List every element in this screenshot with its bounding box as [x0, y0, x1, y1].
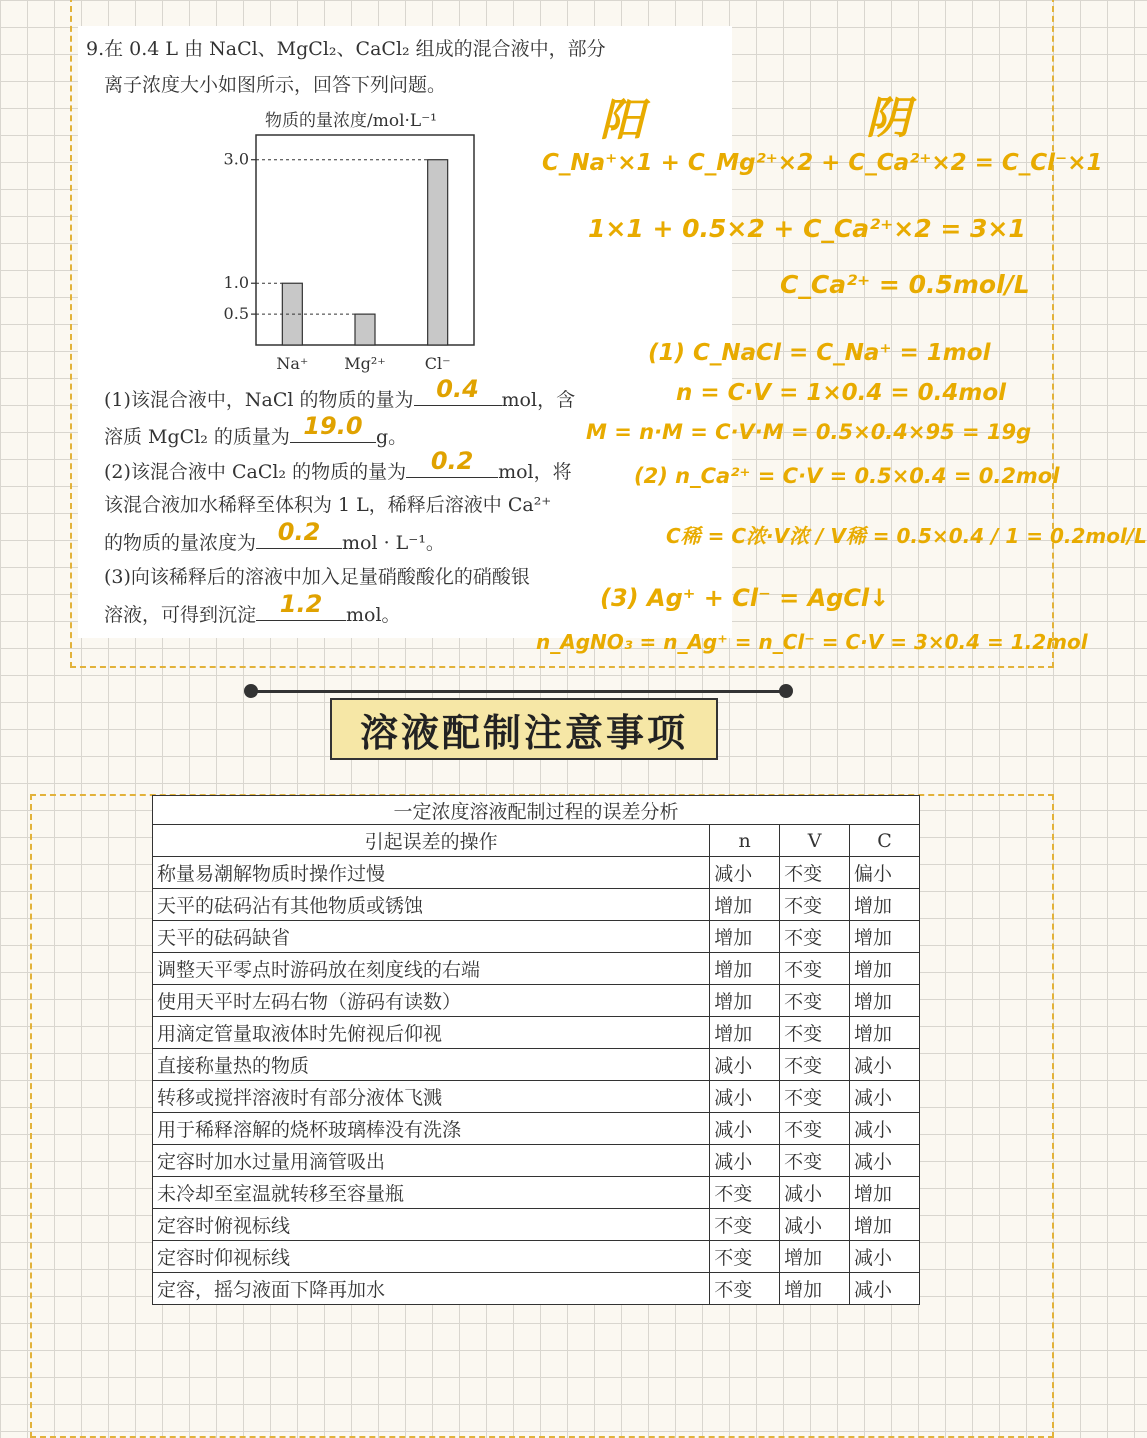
- note-substitution: 1×1 + 0.5×2 + C_Ca²⁺×2 = 3×1: [588, 214, 1026, 243]
- operation-cell: 用滴定管量取液体时先俯视后仰视: [153, 1017, 710, 1049]
- y-tick-label: 3.0: [223, 149, 249, 169]
- error-analysis-table: [152, 795, 920, 1305]
- question-text: 9.在 0.4 L 由 NaCl、MgCl₂、CaCl₂ 组成的混合液中，部分: [86, 38, 606, 60]
- question-line-2: 离子浓度大小如图所示，回答下列问题。: [104, 74, 447, 96]
- q3-line-b: 溶液，可得到沉淀 1.2 mol。: [104, 590, 401, 626]
- y-tick-label: 1.0: [223, 273, 249, 293]
- table-caption-row: [153, 796, 920, 825]
- question-line-1: [86, 34, 606, 61]
- n-cell: 不变: [710, 1241, 780, 1273]
- operation-cell: 称量易潮解物质时操作过慢: [153, 857, 710, 889]
- operation-cell: 未冷却至室温就转移至容量瓶: [153, 1177, 710, 1209]
- category-label: Mg²⁺: [344, 354, 386, 373]
- y-tick-label: 0.5: [223, 304, 249, 324]
- answer-blank-nacl-mol: 0.4: [414, 383, 502, 406]
- note-ca-result: C_Ca²⁺ = 0.5mol/L: [780, 270, 1030, 299]
- c-cell: 增加: [850, 1177, 920, 1209]
- table-row: [153, 1241, 920, 1273]
- operation-cell: 定容时加水过量用滴管吸出: [153, 1145, 710, 1177]
- v-cell: 不变: [780, 1081, 850, 1113]
- q2-line-c: 的物质的量浓度为 0.2 mol · L⁻¹。: [104, 518, 445, 554]
- note-yang: 阳: [600, 95, 644, 146]
- bar-2: [428, 160, 448, 345]
- note-q2-dilution: C稀 = C浓·V浓 / V稀 = 0.5×0.4 / 1 = 0.2mol/L: [666, 524, 1147, 548]
- section-title: 溶液配制注意事项: [330, 698, 718, 760]
- operation-cell: 定容时仰视标线: [153, 1241, 710, 1273]
- v-cell: 减小: [780, 1177, 850, 1209]
- answer-blank-precipitate: 1.2: [256, 598, 346, 621]
- n-cell: 增加: [710, 953, 780, 985]
- v-cell: 减小: [780, 1209, 850, 1241]
- table-row: [153, 953, 920, 985]
- operation-cell: 天平的砝码缺省: [153, 921, 710, 953]
- n-cell: 减小: [710, 1049, 780, 1081]
- ion-concentration-chart: [200, 100, 490, 380]
- table-row: [153, 985, 920, 1017]
- operation-cell: 调整天平零点时游码放在刻度线的右端: [153, 953, 710, 985]
- bar-1: [355, 314, 375, 345]
- v-cell: 增加: [780, 1241, 850, 1273]
- answer-blank-cacl2-mol: 0.2: [406, 455, 498, 478]
- n-cell: 减小: [710, 1081, 780, 1113]
- c-cell: 减小: [850, 1049, 920, 1081]
- v-cell: 不变: [780, 921, 850, 953]
- table-row: [153, 1017, 920, 1049]
- operation-cell: 使用天平时左码右物（游码有读数）: [153, 985, 710, 1017]
- table-row: [153, 1209, 920, 1241]
- c-cell: 增加: [850, 985, 920, 1017]
- table-row: [153, 857, 920, 889]
- note-q1-conc: (1) C_NaCl = C_Na⁺ = 1mol: [648, 340, 991, 366]
- n-cell: 减小: [710, 1113, 780, 1145]
- divider-dot-left: [244, 684, 258, 698]
- q1-line-b: 溶质 MgCl₂ 的质量为 19.0 g。: [104, 412, 408, 448]
- table-row: [153, 889, 920, 921]
- q2-line-a: (2)该混合液中 CaCl₂ 的物质的量为 0.2 mol，将: [104, 447, 572, 483]
- c-cell: 减小: [850, 1273, 920, 1305]
- note-q3-result: n_AgNO₃ = n_Ag⁺ = n_Cl⁻ = C·V = 3×0.4 = 1.2mol: [536, 630, 1088, 654]
- divider-line: [250, 690, 786, 693]
- divider-dot-right: [779, 684, 793, 698]
- n-cell: 不变: [710, 1209, 780, 1241]
- c-cell: 增加: [850, 1017, 920, 1049]
- operation-cell: 定容，摇匀液面下降再加水: [153, 1273, 710, 1305]
- v-cell: 不变: [780, 857, 850, 889]
- v-cell: 增加: [780, 1273, 850, 1305]
- table-row: [153, 1273, 920, 1305]
- q1-line-a: (1)该混合液中，NaCl 的物质的量为 0.4 mol，含: [104, 375, 576, 411]
- n-cell: 增加: [710, 1017, 780, 1049]
- c-cell: 增加: [850, 921, 920, 953]
- operation-cell: 用于稀释溶解的烧杯玻璃棒没有洗涤: [153, 1113, 710, 1145]
- n-cell: 不变: [710, 1273, 780, 1305]
- note-q1-mol: n = C·V = 1×0.4 = 0.4mol: [676, 380, 1007, 406]
- c-cell: 增加: [850, 1209, 920, 1241]
- v-cell: 不变: [780, 985, 850, 1017]
- operation-cell: 定容时俯视标线: [153, 1209, 710, 1241]
- note-yin: 阴: [866, 93, 910, 144]
- operation-cell: 转移或搅拌溶液时有部分液体飞溅: [153, 1081, 710, 1113]
- c-cell: 增加: [850, 953, 920, 985]
- table-row: [153, 1081, 920, 1113]
- header-n: n: [710, 825, 780, 857]
- table-header-row: [153, 825, 920, 857]
- table-row: [153, 1177, 920, 1209]
- operation-cell: 直接称量热的物质: [153, 1049, 710, 1081]
- note-q3-reaction: (3) Ag⁺ + Cl⁻ = AgCl↓: [600, 584, 890, 612]
- v-cell: 不变: [780, 1113, 850, 1145]
- v-cell: 不变: [780, 1017, 850, 1049]
- category-label: Cl⁻: [424, 354, 451, 373]
- c-cell: 减小: [850, 1113, 920, 1145]
- v-cell: 不变: [780, 889, 850, 921]
- note-q2-mol: (2) n_Ca²⁺ = C·V = 0.5×0.4 = 0.2mol: [634, 464, 1060, 488]
- c-cell: 减小: [850, 1145, 920, 1177]
- header-c: C: [850, 825, 920, 857]
- answer-blank-ca-concentration: 0.2: [256, 526, 342, 549]
- table-row: [153, 1113, 920, 1145]
- n-cell: 增加: [710, 889, 780, 921]
- n-cell: 不变: [710, 1177, 780, 1209]
- category-label: Na⁺: [276, 354, 309, 373]
- header-v: V: [780, 825, 850, 857]
- v-cell: 不变: [780, 953, 850, 985]
- c-cell: 增加: [850, 889, 920, 921]
- v-cell: 不变: [780, 1145, 850, 1177]
- q2-line-b: 该混合液加水稀释至体积为 1 L，稀释后溶液中 Ca²⁺: [104, 494, 552, 516]
- n-cell: 增加: [710, 985, 780, 1017]
- n-cell: 减小: [710, 1145, 780, 1177]
- chart-title: 物质的量浓度/mol·L⁻¹: [265, 111, 438, 131]
- n-cell: 减小: [710, 857, 780, 889]
- c-cell: 偏小: [850, 857, 920, 889]
- q3-line-a: (3)向该稀释后的溶液中加入足量硝酸酸化的硝酸银: [104, 566, 530, 588]
- table-caption: 一定浓度溶液配制过程的误差分析: [153, 796, 920, 825]
- c-cell: 减小: [850, 1081, 920, 1113]
- header-operation: 引起误差的操作: [153, 825, 710, 857]
- table-row: [153, 1145, 920, 1177]
- answer-blank-mgcl2-mass: 19.0: [290, 420, 376, 443]
- table-row: [153, 921, 920, 953]
- v-cell: 不变: [780, 1049, 850, 1081]
- note-charge-balance: C_Na⁺×1 + C_Mg²⁺×2 + C_Ca²⁺×2 = C_Cl⁻×1: [542, 150, 1103, 176]
- table-row: [153, 1049, 920, 1081]
- operation-cell: 天平的砝码沾有其他物质或锈蚀: [153, 889, 710, 921]
- n-cell: 增加: [710, 921, 780, 953]
- note-q1-mass: M = n·M = C·V·M = 0.5×0.4×95 = 19g: [586, 420, 1032, 444]
- c-cell: 减小: [850, 1241, 920, 1273]
